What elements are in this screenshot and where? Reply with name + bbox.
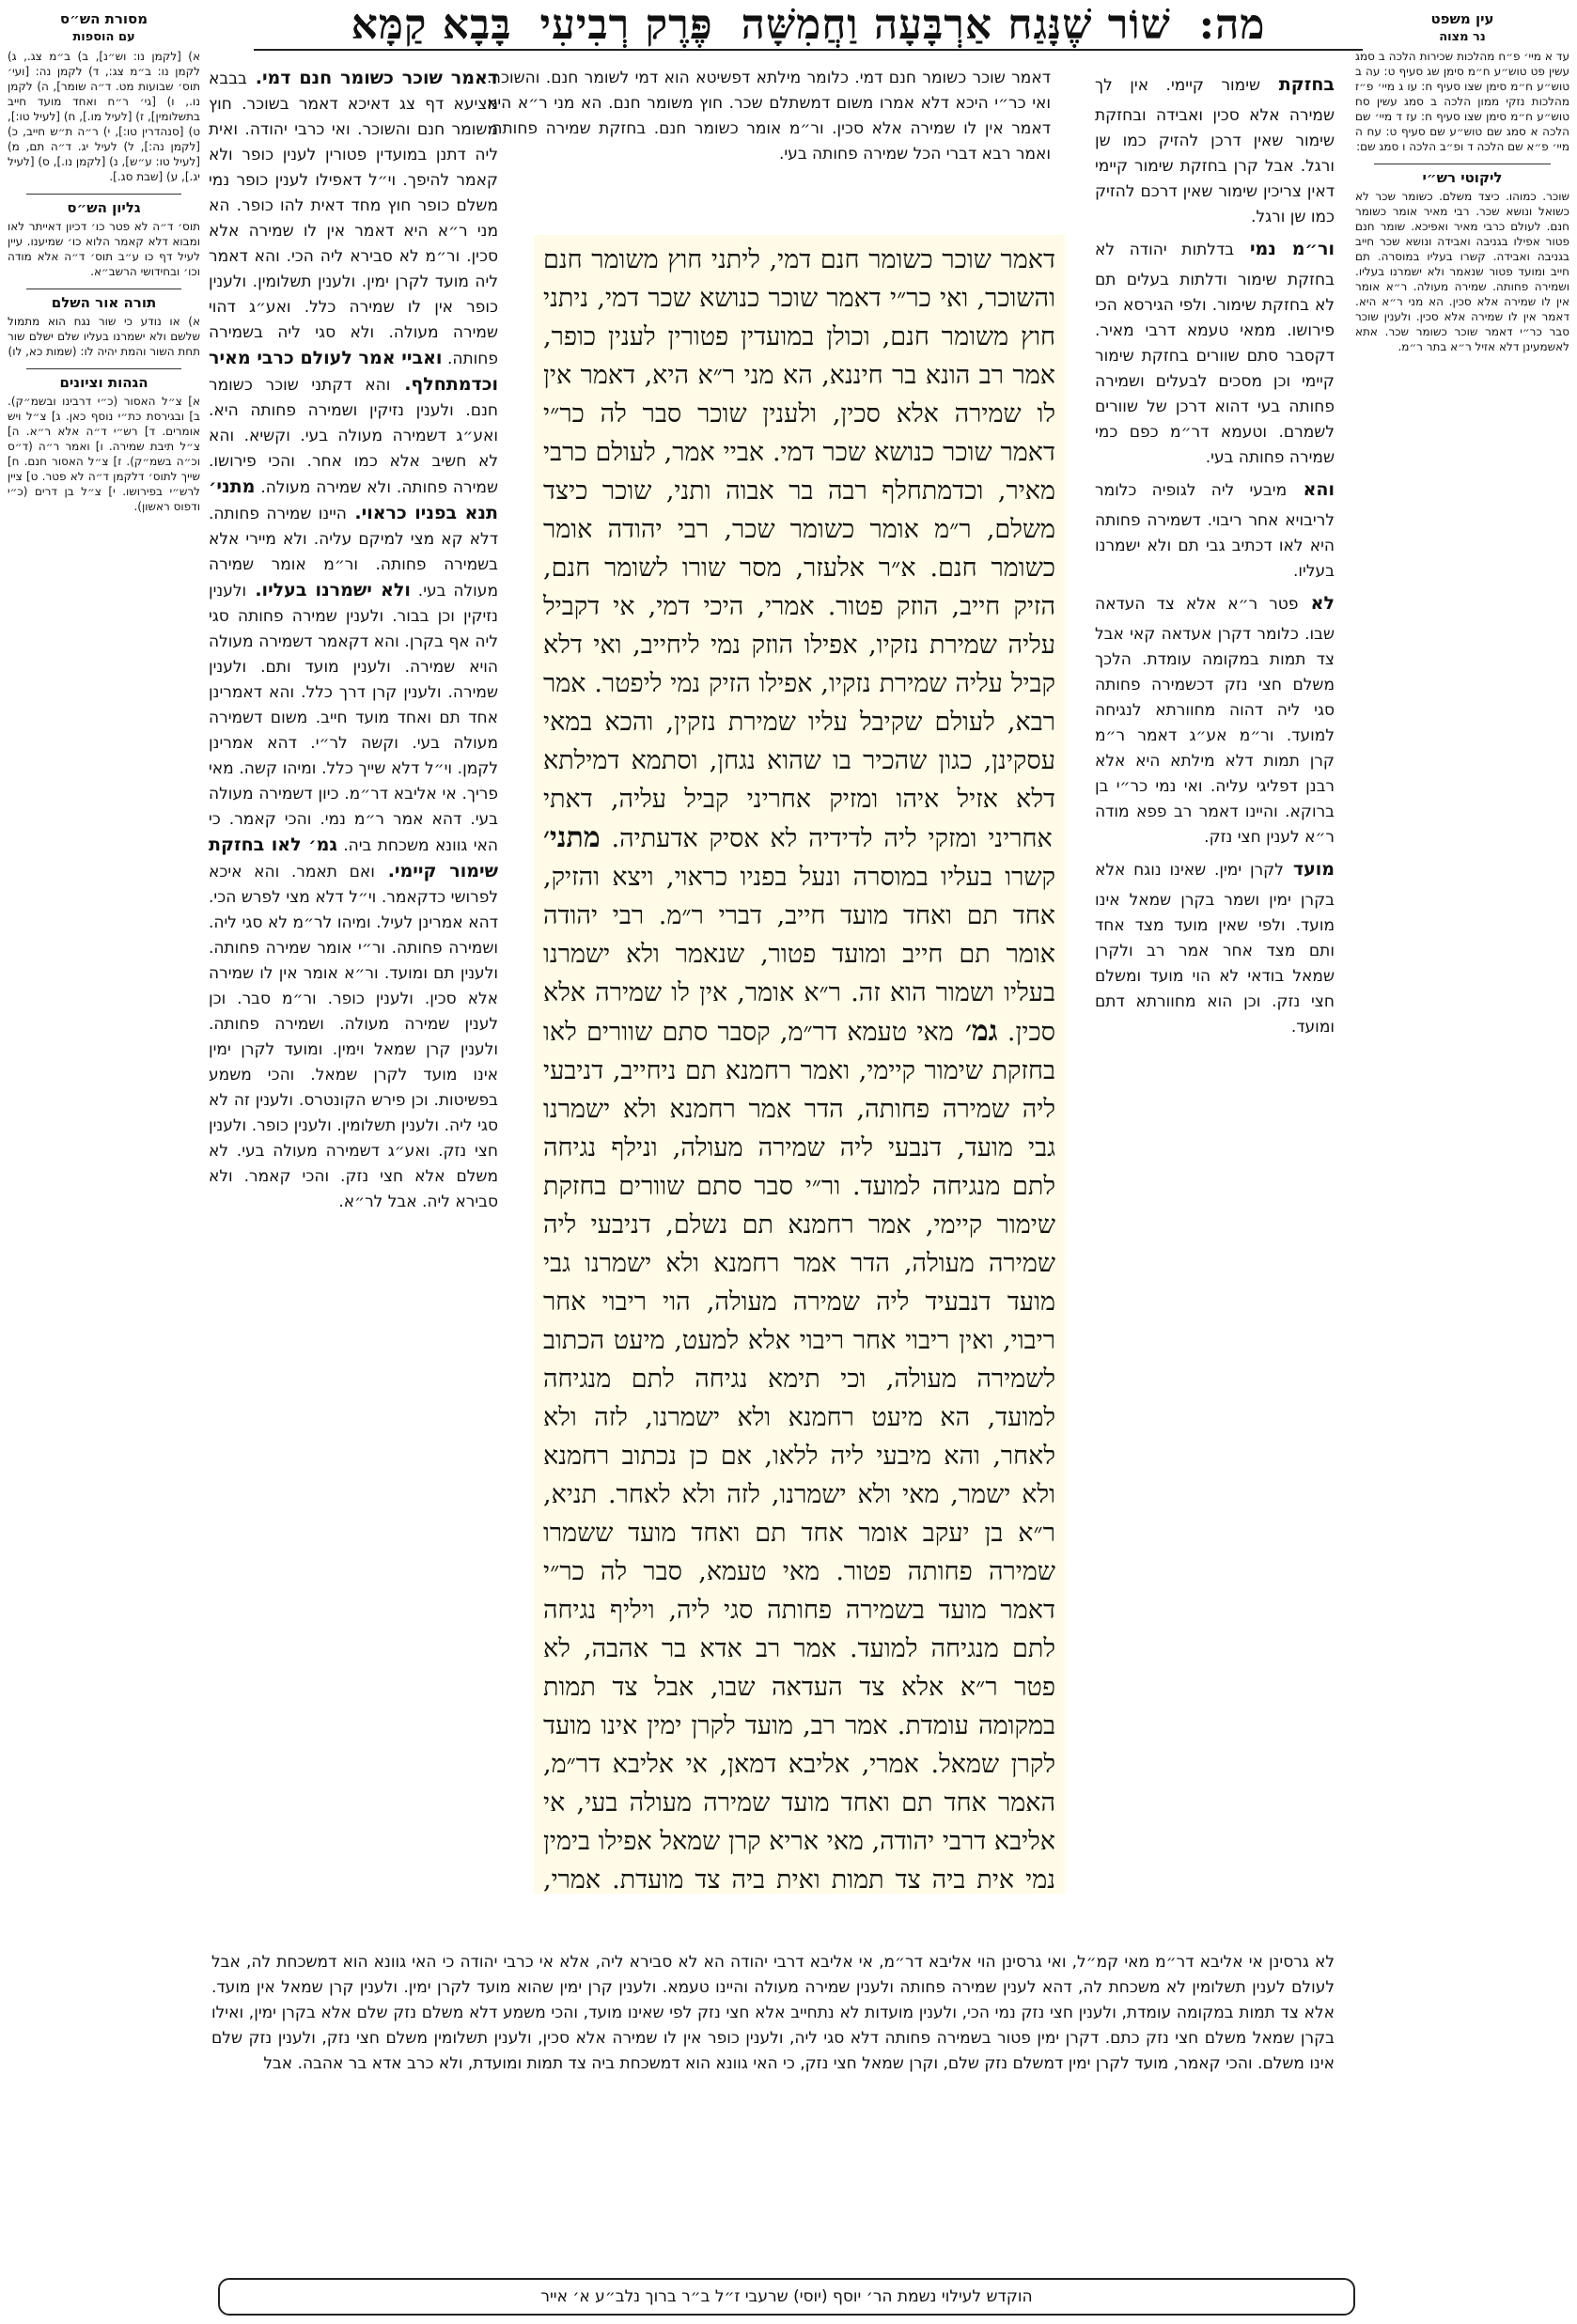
rashi-text: פטר ר״א אלא צד העדאה שבו. כלומר דקרן אעדאה קאי אבל צד תמות במקומה עומדת. הלכך משלם חצי נזק דכשמירה פחותה סגי ליה דהוה מחוורתא לנגיחה למועד. ור״מ אע״ג דאמר ר״מ קרן תמות דלא מילתא היא אלא רבנן דפליגי עליה. ואי נמי כר״י בן ברוקא. והיינו דאמר רב פפא מודה ר״א לענין חצי נזק. bbox=[1095, 595, 1335, 847]
left-margin bbox=[8, 8, 200, 518]
top-band-text: דאמר שוכר כשומר חנם דמי. כלומר מילתא דפשיטא הוא דמי לשומר חנם. והשוכר. ואי כר״י היכא דלא אמרו משום דמשתלם שכר. חוץ משומר חנם. הא מני ר״א היא דאמר אין לו שמירה אלא סכין. ור״מ אומר כשומר חנם. בחזקת שמירה פחותה. ואמר רבא דברי הכל שמירה פחותה בעי. bbox=[487, 69, 1051, 164]
tosafot-dibbur: דאמר שוכר כשומר חנם דמי. bbox=[246, 68, 498, 88]
rashi-dibbur: מועד bbox=[1283, 859, 1335, 880]
gemara-label: גמ׳ bbox=[953, 1015, 998, 1048]
gemara-paragraph: תניא, ר״א בן יעקב אומר אחד תם ואחד מועד ששמרו שמירה פחותה פטור. מאי טעמא, סבר לה כר״י דאמר מועד בשמירה פחותה סגי ליה, ויליף נגיחה לתם מנגיחה למועד. אמר רב אדא בר אהבה, לא פטר ר״א אלא צד העדאה שבו, אבל צד תמות במקומה עומדת. אמר רב, מועד לקרן ימין אינו מועד לקרן שמאל. אמרי, אליבא דמאן, אי אליבא דר״מ, האמר אחד תם ואחד מועד שמירה מעולה בעי, אי אליבא דרבי יהודה, מאי אריא קרן שמאל אפילו בימין נמי אית ביה צד תמות ואית ביה צד מועדת. אמרי, bbox=[543, 1480, 1055, 1894]
chapter-title: שׁוֹר שֶׁנָּגַח אַרְבָּעָה וַחֲמִשָּׁה bbox=[741, 0, 1171, 49]
section-divider bbox=[26, 194, 181, 195]
ein-mishpat-text: עד א מיי׳ פ״ח מהלכות שכירות הלכה ב סמג עשין פט טוש״ע ח״מ סימן שג סעיף ט: עה ב טוש״ע ח״מ סימן שצו סעיף ח: עו ג מיי׳ פ״ז מהלכות נזקי ממון הלכה ב סמג עשין סח טוש״ע ח״מ סימן שצו סעיף ח: עז ד מיי׳ שם הלכה א סמג שם טוש״ע שם סעיף ט: עח ה מיי׳ פ״א שם הלכה ד ופ״ב הלכה ו סמג שם: bbox=[1355, 50, 1569, 153]
section-divider bbox=[26, 368, 181, 369]
rashi-dibbur: והא bbox=[1287, 479, 1335, 500]
page-header bbox=[254, 0, 1363, 51]
tosafot-dibbur: גמ׳ לאו בחזקת שימור קיימי. bbox=[209, 834, 498, 881]
rashi-text: שימור קיימי. אין לך שמירה אלא סכין ואבידה ובחזקת שימור שאין דרכן להזיק כמו שן ורגל. אבל קרן בחזקת שימור קיימי דאין צריכין שימור שאין דרכם להזיק כמו שן ורגל. bbox=[1095, 76, 1335, 226]
hagahot-text: א] צ״ל האסור (כ״י דרבינו ובשמ״ק). ב] ובגירסת כת״י נוסף כאן. ג] צ״ל ויש אומרים. ד] רש״י ד״ה אלא ר״א. ה] צ״ל תיבת שמירה. ו] ואמר ר״ה (ד״ס וכ״ה בשמ״ק). ז] צ״ל האסור חנם. ח] שייך לתוס׳ דלקמן ד״ה לא פטר. ט] ציין לרש״י בפירושו. י] צ״ל בן דרים (כ״י ודפוס ראשון). bbox=[8, 395, 200, 513]
masoret-subheading: עם הוספות bbox=[72, 30, 135, 44]
top-band-commentary bbox=[487, 66, 1051, 207]
tosafot-text: היינו שמירה פחותה. דלא קא מצי למיקם עליה. ולא מיירי אלא בשמירה פחותה. ור״מ אומר שמירה מעולה בעי. bbox=[209, 505, 498, 600]
gemara-paragraph: דאמר שוכר כשומר חנם דמי, ליתני חוץ משומר חנם והשוכר, ואי כר״י דאמר שוכר כנושא שכר דמי, ניתני חוץ משומר חנם, וכולן במועדין פטורין לענין כופר, אמר רב הונא בר חיננא, הא מני ר״א היא, דאמר אין לו שמירה אלא סכין, ולענין שוכר סבר לה כר״י דאמר שוכר כנושא שכר דמי. אביי אמר, לעולם כרבי מאיר, וכדמתחלף רבה בר אבוה ותני, שוכר כיצד משלם, ר״מ אומר כשומר שכר, רבי יהודה אומר כשומר חנם. bbox=[543, 245, 1056, 583]
mishnah-paragraph: קשרו בעליו במוסרה ונעל בפניו כראוי, ויצא והזיק, אחד תם ואחד מועד חייב, דברי ר״מ. רבי יהודה אומר תם חייב ומועד פטור, שנאמר ולא ישמרנו בעליו ושמור הוא זה. ר״א אומר, אין לו שמירה אלא סכין. bbox=[543, 863, 1056, 1047]
tosafot-text: והא דקתני שוכר כשומר חנם. ולענין נזיקין ושמירה פחותה היא. ואע״ג דשמירה מעולה בעי. וקשיא. והא לא חשיב אלא כמו אחר. והכי פירושו. שמירה פחותה. ולא שמירה מעולה. bbox=[209, 376, 498, 497]
right-margin bbox=[1355, 8, 1569, 358]
ner-mitzvah-heading: נר מצוה bbox=[1439, 30, 1486, 44]
tosafot-commentary bbox=[209, 66, 498, 1936]
gilyon-heading: גליון הש״ס bbox=[67, 199, 141, 216]
bottom-commentary bbox=[211, 1950, 1335, 2260]
gemara-paragraph: א״ר אלעזר, מסר שורו לשומר חנם, הזיק חייב, הוזק פטור. אמרי, היכי דמי, אי דקביל עליה שמירת נזקיו, אפילו הוזק נמי ליחייב, ואי דלא קביל עליה שמירת נזקיו, אפילו הזיק נמי ליפטר. אמר רבא, לעולם שקיבל עליו שמירת נזקין, והכא במאי עסקינן, כגון שהכיר בו שהוא נגחן, וסתמא דמילתא דלא אזיל איהו ומזיק אחריני קביל עליה, דאתי אחריני ומזקי ליה לדידיה לא אסיק אדעתיה. bbox=[543, 554, 1055, 853]
ein-mishpat-heading: עין משפט bbox=[1430, 10, 1494, 27]
gemara-text bbox=[534, 235, 1065, 1894]
rashi-dibbur: ור״מ נמי bbox=[1234, 239, 1335, 259]
chapter-name: פֶּרֶק רְבִיעִי bbox=[539, 0, 713, 49]
rashi-text: לקרן ימין. שאינו נוגח אלא בקרן ימין ושמר בקרן שמאל אינו מועד. ולפי שאין מועד מצד אחד ותם מצד אחר אמר רב ולקרן שמאל בודאי לא הוי מועד ומשלם חצי נזק. וכן הוא מחוורתא דתם ומועד. bbox=[1095, 861, 1335, 1037]
tosafot-text: בבבא מציעא דף צג דאיכא דאמר בשוכר. חוץ משומר חנם והשוכר. ואי כרבי יהודה. ואית ליה דתנן במועדין פטורין לענין כופר ולא קאמר להיפך. וי״ל דאפילו לענין כופר נמי משלם כופר חוץ מחד דאית להו כופר. הא מני ר״א היא דאמר אין לו שמירה אלא סכין. ור״מ לא סבירא ליה הכי. והא דאמר ליה מועד לקרן ימין. ולענין תשלומין. ולענין כופר אין לו שמירה כלל. ואע״ג דהוי שמירה מעולה. ולא סגי ליה בשמירה פחותה. bbox=[209, 70, 498, 368]
gemara-paragraph: מאי טעמא דר״מ, קסבר סתם שוורים לאו בחזקת שימור קיימי, ואמר רחמנא תם ניחייב, דניבעי ליה שמירה פחותה, הדר אמר רחמנא ולא ישמרנו גבי מועד, דנבעי ליה שמירה מעולה, ונילף נגיחה לתם מנגיחה למועד. ור״י סבר סתם שוורים בחזקת שימור קיימי, אמר רחמנא תם נשלם, דניבעי ליה שמירה מעולה, הדר אמר רחמנא ולא ישמרנו גבי מועד דנבעיד ליה שמירה מעולה, הוי ריבוי אחר ריבוי, ואין ריבוי אחר ריבוי אלא למעט, מיעט הכתוב לשמירה מעולה, וכי תימא נגיחה לתם מנגיחה למועד, הא מיעט רחמנא ולא ישמרנו, לזה ולא לאחר, והא מיבעי ליה ללאו, אם כן נכתוב רחמנא ולא ישמר, מאי ולא ישמרנו, לזה ולא לאחר. bbox=[543, 1018, 1055, 1509]
masoret-heading: מסורת הש״ס bbox=[59, 10, 148, 27]
tosafot-dibbur: ולא ישמרנו בעליו. bbox=[246, 580, 411, 600]
rashi-text: בדלתות יהודה לא בחזקת שימור ודלתות בעלים תם לא בחזקת שימור. ולפי הגירסא הכי פירושו. ממאי טעמא דרבי מאיר. דקסבר סתם שוורים בחזקת שימור קיימי וכן מסכים לבעלים ושמירה פחותה בעי דהוא דרכן של שוורים לשמרם. וטעמא דר״מ כפם כמי שמירה פחותה בעי. bbox=[1095, 241, 1335, 467]
leaf-number: מה: bbox=[1198, 0, 1266, 49]
likutei-rashi-text: שוכר. כמוהו. כיצד משלם. כשומר שכר לא כשואל ונושא שכר. רבי מאיר אומר כשומר חנם. לעולם כרבי מאיר ואפיכא. שומר חנם פטור אפילו בגניבה ואבידה ונושא שכר חייב בגניבה ואבידה. קשרו בעליו במוסרה. תם חייב ומועד פטור שנאמר ולא ישמרנו בעליו. ושמירה פחותה. שמירה מעולה. ר״א אומר אין לו שמירה אלא סכין. הא מני ר״א היא. דאמר אין לו שמירה אלא סכין. ולענין שוכר סבר כר״י דאמר שוכר כשומר שכר. אתא לאשמעינן דלא אזיל ר״א בתר ר״מ. bbox=[1355, 190, 1569, 353]
rashi-text: מיבעי ליה לגופיה כלומר לריבויא אחר ריבוי. דשמירה פחותה היא לאו דכתיב גבי תם ולא ישמרנו בעליו. bbox=[1095, 481, 1335, 581]
masoret-text: א) [לקמן נו: וש״נ], ב) ב״מ צג., ג) לקמן נו: ב״מ צג:, ד) לקמן נה: [ועי׳ תוס׳ שבועות מט. ד״ה שומר], ה) לקמן נו., ו) [גי׳ ר״ח ואחד מועד חייב בתשלומין], ז) [לעיל מו.], ח) [לעיל טו:], ט) [סנהדרין טו:], י) ר״ה ת״ש חייב, כ) [לקמן נה:], ל) לעיל יג. ד״ה תם, מ) [לעיל טו: ע״ש], נ) [לקמן נו.], ס) [לעיל יג.], ע) [שבת סג.]. bbox=[8, 50, 200, 183]
likutei-rashi-heading: ליקוטי רש״י bbox=[1422, 169, 1503, 186]
torah-or-text: א) או נודע כי שור נגח הוא מתמול שלשם ולא ישמרנו בעליו שלם ישלם שור תחת השור והמת יהיה לו: (שמות כא, לו) bbox=[8, 315, 200, 358]
tosafot-dibbur: ואביי אמר לעולם כרבי מאיר וכדמתחלף. bbox=[209, 348, 498, 395]
tosafot-dibbur: מתני׳ תנא בפניו כראוי. bbox=[209, 476, 498, 523]
rashi-dibbur: לא bbox=[1298, 593, 1335, 614]
rashi-dibbur: בחזקת bbox=[1260, 74, 1335, 95]
hagahot-heading: הגהות וציונים bbox=[59, 374, 148, 391]
bottom-commentary-text: לא גרסינן אי אליבא דר״מ מאי קמ״ל, ואי גרסינן הוי אליבא דר״מ, אי אליבא דרבי יהודה הא לא סבירא ליה, אלא אי כרבי יהודה כי האי גוונא הוא דמשכחת לה, אבל לעולם לענין תשלומין לא משכחת לה, דהא לענין שמירה פחותה ולענין שמירה מעולה והיינו טעמא. ולענין קרן ימין שהוא מועד לקרן ימין. ולענין קרן שמאל אין מועד. אלא צד תמות במקומה עומדת, ולענין חצי נזק נמי הכי, ולענין מועדות לא נתחייב אלא חצי נזק לפי שאינו מועד, והכי משמע דלא משלם נזק שלם אלא בקרן ימין, ואילו בקרן שמאל משלם חצי נזק כתם. דקרן ימין פטור בשמירה פחותה דלא סגי ליה, ולענין כופר אין לו שמירה אלא סכין, ולענין תשלומין משלם חצי נזק, ולענין נזק שלם אינו משלם. והכי קאמר, מועד לקרן ימין דמשלם נזק שלם, וקרן שמאל חצי נזק, כי האי גוונא הוא דמשכחת ביה צד תמות ומועדת, ולא כרב אדא בר אהבה. אבל bbox=[211, 1953, 1335, 2073]
rashi-commentary bbox=[1095, 66, 1335, 1419]
tosafot-text: ולענין נזיקין וכן בבור. ולענין שמירה פחותה סגי ליה אף בקרן. והא דקאמר דשמירה מעולה הויא שמירה. ולענין מועד ותם. ולענין שמירה. ולענין קרן דרך כלל. והא דאמרינן אחד תם ואחד מועד חייב. משום דשמירה מעולה בעי. וקשה לר״י. דהא אמרינן לקמן. וי״ל דלא שייך כלל. ומיהו קשה. מאי פריך. אי אליבא דר״מ. כיון דשמירה מעולה בעי. דהא אמר ר״מ נמי. והכי קאמר. כי האי גוונא משכחת ביה. bbox=[209, 582, 498, 855]
torah-or-heading: תורה אור השלם bbox=[51, 294, 157, 311]
gilyon-text: תוס׳ ד״ה לא פטר כו׳ דכיון דאייתר לאו ומבוא דלא קאמר הלוא כו׳ שמיענו. עיין לעיל דף כו ע״ב תוס׳ ד״ה אלא מודה וכו׳ ובחידושי הרשב״א. bbox=[8, 220, 200, 278]
tractate-name: בָּבָא קַמָּא bbox=[351, 0, 512, 49]
dedication-text: הוקדש לעילוי נשמת הר׳ יוסף (יוסי) שרעבי ז״ל ב״ר ברוך נלב״ע א׳ אייר bbox=[540, 2287, 1033, 2306]
dedication-footer bbox=[218, 2278, 1355, 2316]
tosafot-text: ואם תאמר. והא איכא לפרושי כדקאמר. וי״ל דלא מצי לפרש הכי. דהא אמרינן לעיל. ומיהו לר״מ לא סגי ליה. ושמירה פחותה. ור״י אומר שמירה פחותה. ולענין תם ומועד. ור״א אומר אין לו שמירה אלא סכין. ולענין כופר. ור״מ סבר. וכן לענין שמירה מעולה. ושמירה פחותה. ולענין קרן שמאל וימין. ומועד לקרן ימין אינו מועד לקרן שמאל. והכי משמע בפשיטות. וכן פירש הקונטרס. ולענין זה לא סגי ליה. ולענין תשלומין. ולענין כופר. ולענין חצי נזק. ואע״ג דשמירה מעולה בעי. לא משלם אלא חצי נזק. והכי קאמר. ולא סבירא ליה. אבל לר״א. bbox=[209, 863, 498, 1211]
mishnah-label: מתני׳ bbox=[543, 821, 601, 854]
